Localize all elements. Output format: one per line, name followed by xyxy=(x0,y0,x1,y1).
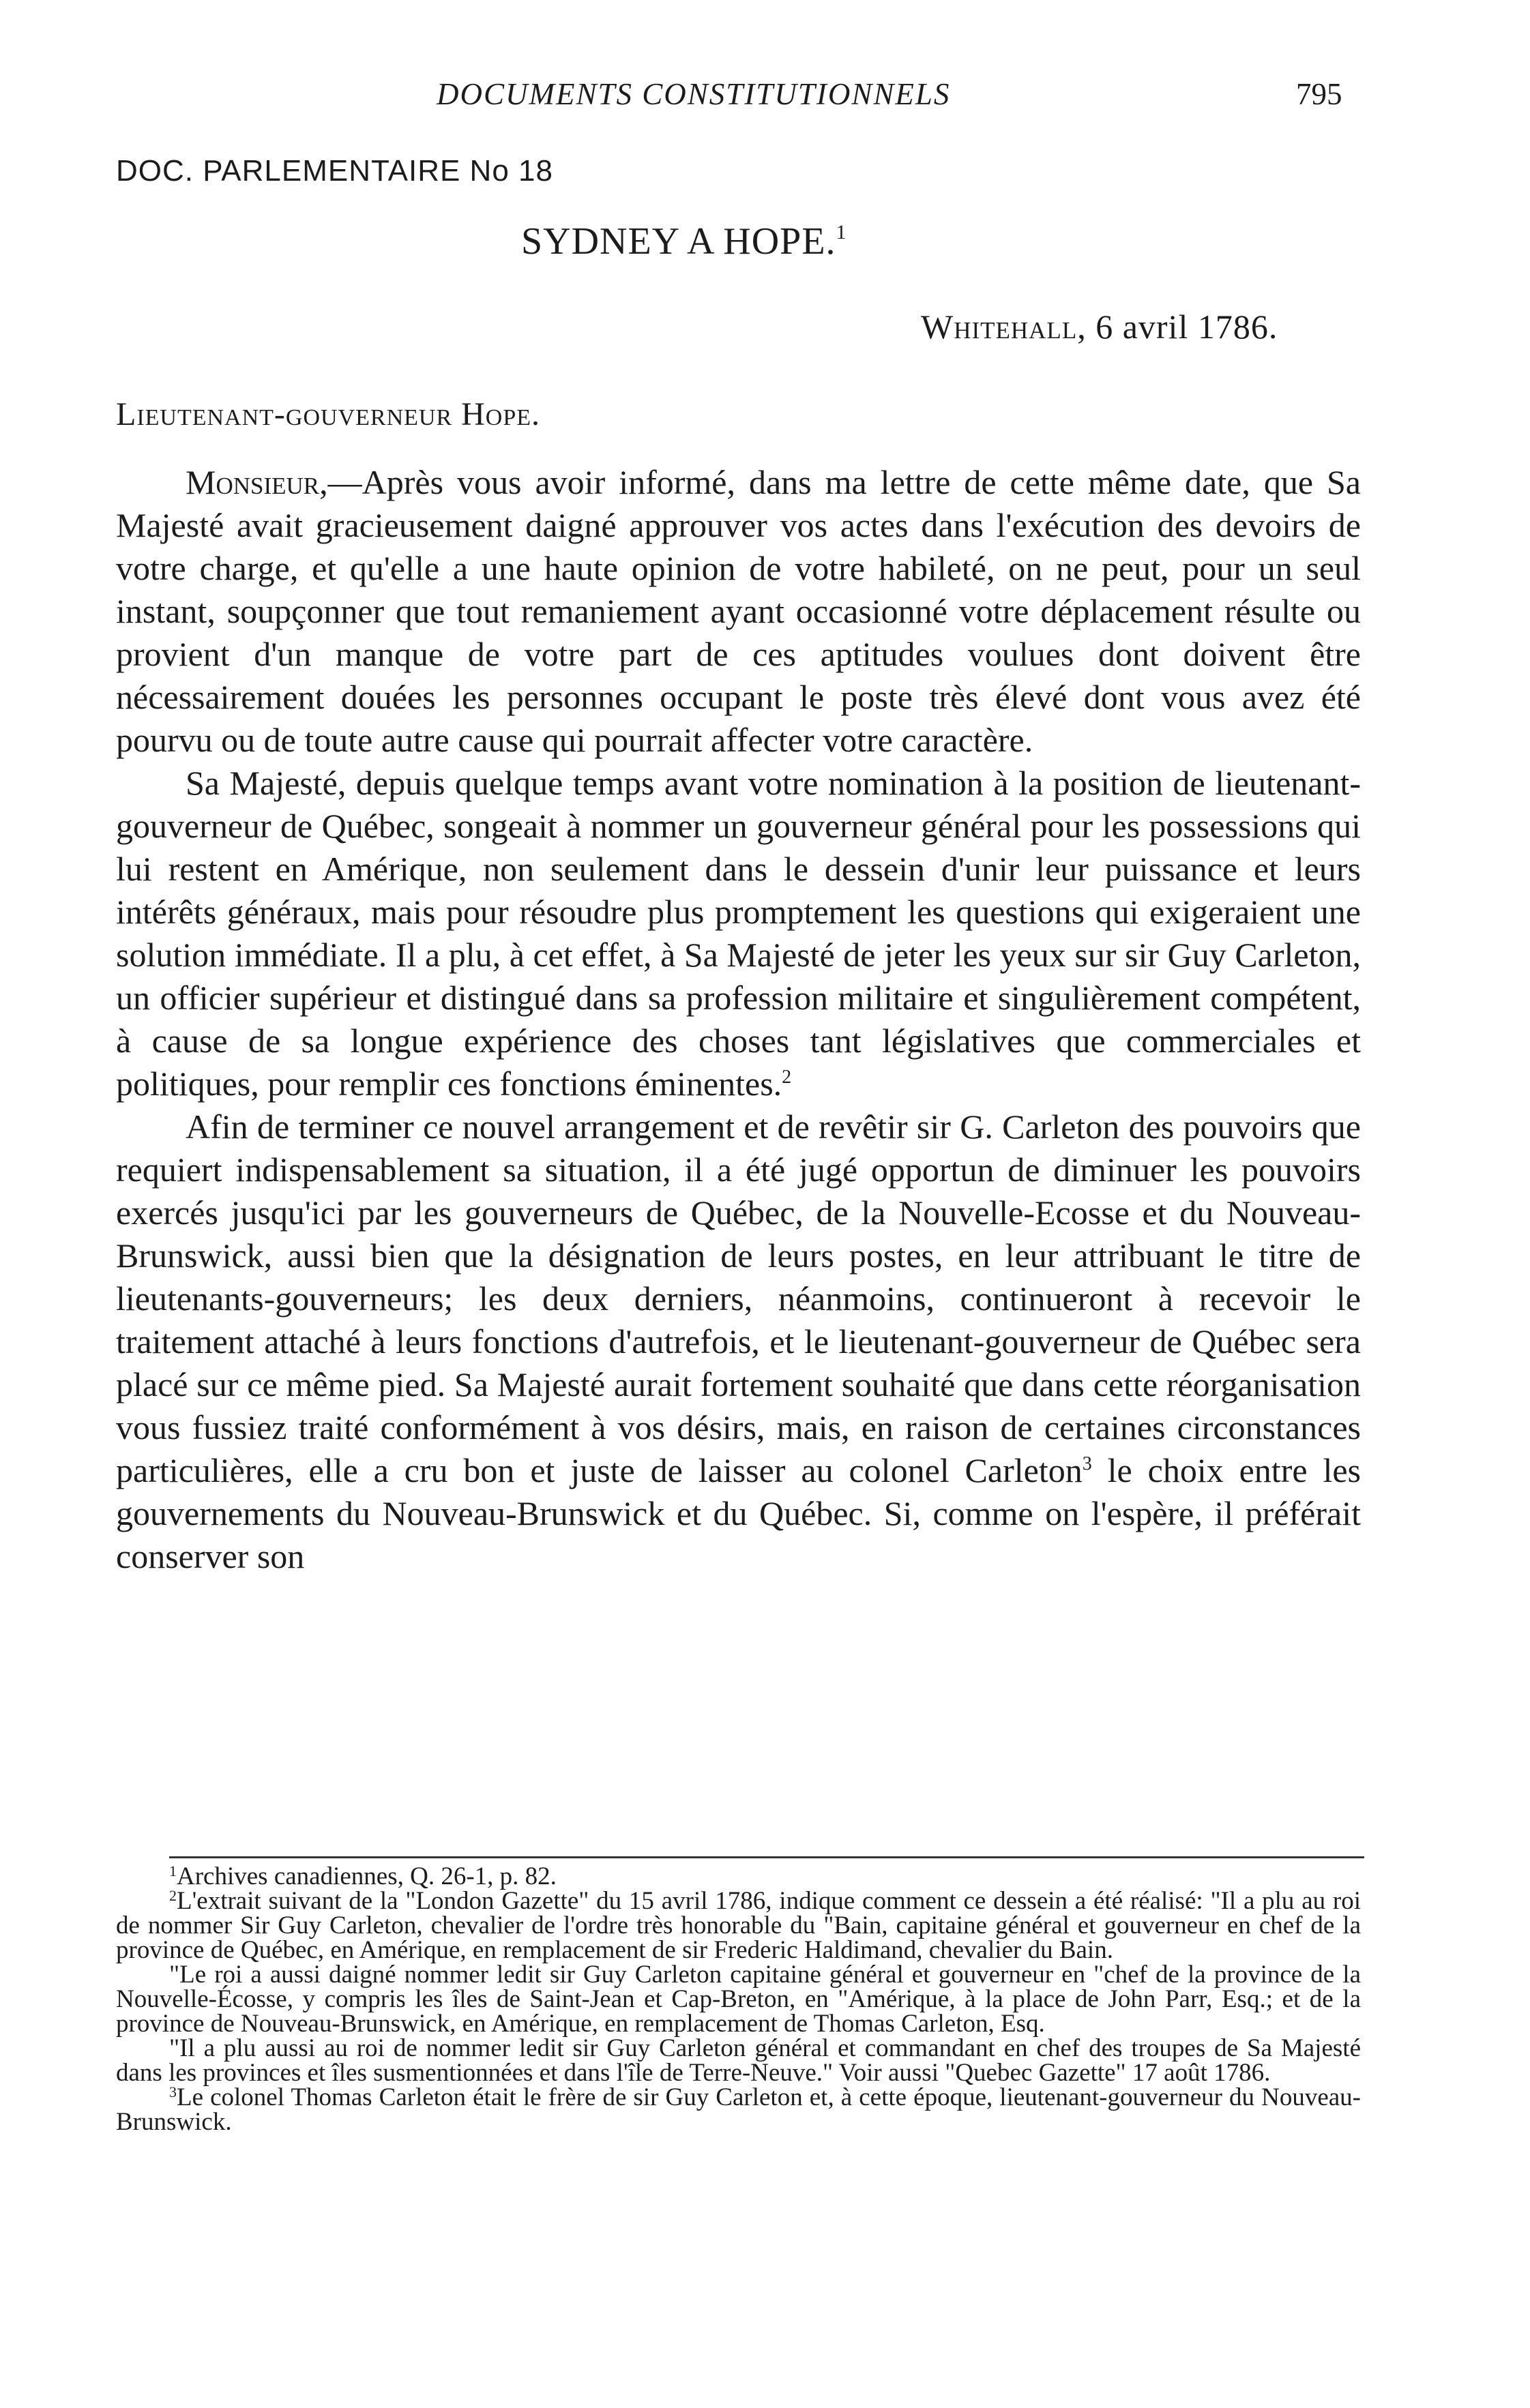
paragraph-1-text: —Après vous avoir informé, dans ma lettre de cette même date, que Sa Majesté avait gracieusement daigné approuver vos actes dans l'exécution des devoirs de votre charge, et qu'elle a une haute opinion de votre habileté, on ne peut, pour un seul instant, soupçonner que tout remaniement ayant occasionné votre déplacement résulte ou provient d'un manque de votre part de ces aptitudes voulues dont doivent être nécessairement douées les personnes occupant le poste très élevé dont vous avez été pourvu ou de toute autre cause qui pourrait affecter votre caractère. xyxy=(116,463,1361,759)
footnote-mark: 3 xyxy=(169,2083,177,2100)
page-number: 795 xyxy=(1296,77,1342,111)
paragraph-3-text-after: le choix entre les gouvernements du Nouveau-Brunswick et du Québec. Si, comme on l'espère, il préférait conserver son xyxy=(116,1451,1361,1575)
letter-body xyxy=(116,461,1361,1578)
paragraph-3 xyxy=(116,1105,1361,1578)
running-title: DOCUMENTS CONSTITUTIONNELS xyxy=(437,77,951,111)
paragraph-2 xyxy=(116,762,1361,1105)
dateline xyxy=(921,307,1278,346)
footnote-divider xyxy=(169,1856,1364,1858)
footnote-ref-2: 2 xyxy=(782,1067,792,1088)
paragraph-1 xyxy=(116,461,1361,762)
footnote-1 xyxy=(116,1864,1361,1889)
footnote-text: Archives canadiennes, Q. 26-1, p. 82. xyxy=(177,1862,557,1890)
footnote-text: L'extrait suivant de la "London Gazette" du 15 avril 1786, indique comment ce dessein a été réalisé: "Il a plu au roi de nommer Sir Guy Carleton, chevalier de l'ordre très honorable du "Bain, capitaine général et gouverneur en chef de la province de Québec, en Amérique, en remplacement de sir Frederic Haldimand, chevalier du Bain. xyxy=(116,1887,1361,1964)
footnote-text: "Il a plu aussi au roi de nommer ledit sir Guy Carleton général et commandant en chef des troupes de Sa Majesté dans les provinces et îles susmentionnées et dans l'île de Terre-Neuve." Voir aussi "Quebec Gazette" 17 août 1786. xyxy=(116,2034,1361,2087)
dateline-place: Whitehall xyxy=(921,308,1078,346)
footnote-text: Le colonel Thomas Carleton était le frère de sir Guy Carleton et, à cette époque, lieutenant-gouverneur du Nouveau-Brunswick. xyxy=(116,2083,1361,2136)
paragraph-3-text-before: Afin de terminer ce nouvel arrangement et de revêtir sir G. Carleton des pouvoirs que requiert indispensablement sa situation, il a été jugé opportun de diminuer les pouvoirs exercés jusqu'ici par les gouverneurs de Québec, de la Nouvelle-Ecosse et du Nouveau-Brunswick, aussi bien que la désignation de leurs postes, en leur attribuant le titre de lieutenants-gouverneurs; les deux derniers, néanmoins, continueront à recevoir le traitement attaché à leurs fonctions d'autrefois, et le lieutenant-gouverneur de Québec sera placé sur ce même pied. Sa Majesté aurait fortement souhaité que dans cette réorganisation vous fussiez traité conformément à vos désirs, mais, en raison de certaines circonstances particulières, elle a cru bon et juste de laisser au colonel Carleton xyxy=(116,1108,1361,1489)
footnotes xyxy=(116,1864,1361,2135)
footnote-2-continued xyxy=(116,1963,1361,2036)
footnote-text: "Le roi a aussi daigné nommer ledit sir Guy Carleton capitaine général et gouverneur en "chef de la province de la Nouvelle-Écosse, y compris les îles de Saint-Jean et Cap-Breton, en "Amérique, à la place de John Parr, Esq.; et de la province de Nouveau-Brunswick, en Amérique, en remplacement de Thomas Carleton, Esq. xyxy=(116,1961,1361,2038)
footnote-mark: 1 xyxy=(169,1862,177,1879)
addressee: Lieutenant-gouverneur Hope. xyxy=(116,396,541,432)
letter-title xyxy=(521,220,847,263)
footnote-ref-3: 3 xyxy=(1082,1453,1092,1474)
footnote-ref-1: 1 xyxy=(836,221,847,243)
document-label: DOC. PARLEMENTAIRE No 18 xyxy=(116,154,553,188)
letter-title-text: SYDNEY A HOPE. xyxy=(521,220,836,263)
salutation: Monsieur, xyxy=(186,463,328,501)
dateline-date: , 6 avril 1786. xyxy=(1077,308,1278,346)
footnote-3 xyxy=(116,2085,1361,2135)
footnote-mark: 2 xyxy=(169,1887,177,1904)
footnote-2 xyxy=(116,1889,1361,1963)
paragraph-2-text: Sa Majesté, depuis quelque temps avant votre nomination à la position de lieutenant-gouverneur de Québec, songeait à nommer un gouverneur général pour les possessions qui lui restent en Amérique, non seulement dans le dessein d'unir leur puissance et leurs intérêts généraux, mais pour résoudre plus promptement les questions qui exigeraient une solution immédiate. Il a plu, à cet effet, à Sa Majesté de jeter les yeux sur sir Guy Carleton, un officier supérieur et distingué dans sa profession militaire et singulièrement compétent, à cause de sa longue expérience des choses tant législatives que commerciales et politiques, pour remplir ces fonctions éminentes. xyxy=(116,764,1361,1103)
footnote-2-continued xyxy=(116,2036,1361,2085)
